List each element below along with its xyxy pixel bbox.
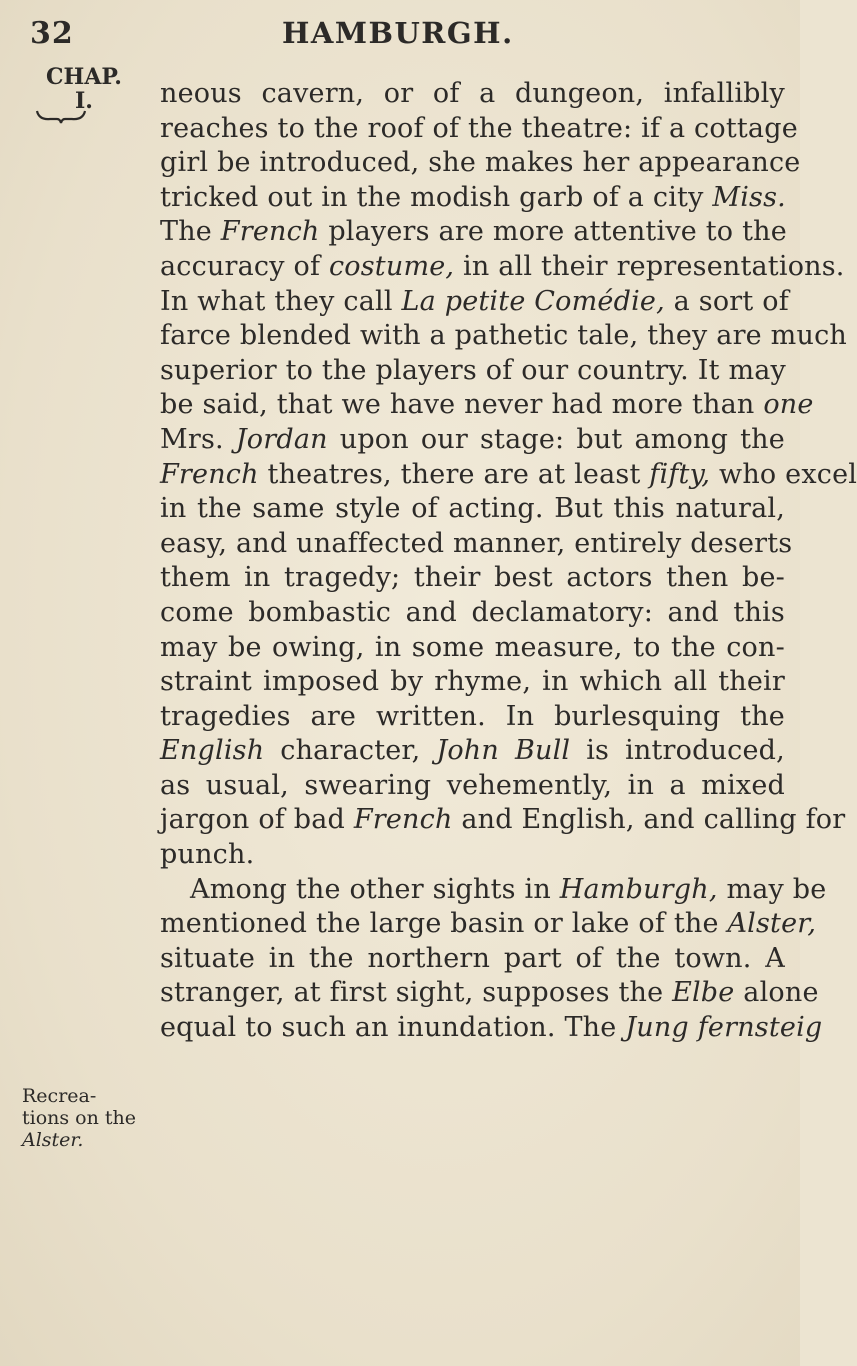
- running-head: HAMBURGH.: [282, 16, 514, 50]
- text-line: accuracy of costume, in all their representations.: [160, 250, 845, 282]
- text-line: be said, that we have never had more than one: [160, 389, 814, 421]
- chapter-sidenote: [24, 65, 144, 113]
- text-line: reaches to the roof of the theatre: if a cottage: [160, 112, 798, 144]
- text-line: superior to the players of our country. It may: [160, 354, 787, 386]
- text-line: situate in the northern part of the town. A: [160, 942, 785, 974]
- text-line: may be owing, in some measure, to the con-: [160, 631, 785, 663]
- margin-note: [22, 1085, 150, 1151]
- text-line: tragedies are written. In burlesquing the: [160, 700, 785, 732]
- body-text: [160, 77, 857, 1046]
- text-line: them in tragedy; their best actors then be-: [160, 562, 785, 594]
- text-line: tricked out in the modish garb of a city Miss.: [160, 181, 786, 213]
- text-line: equal to such an inundation. The Jung fernsteig: [160, 1012, 823, 1044]
- page-number: 32: [30, 16, 74, 51]
- text-line: girl be introduced, she makes her appearance: [160, 147, 801, 179]
- text-line: farce blended with a pathetic tale, they are much: [160, 320, 847, 352]
- text-line: come bombastic and declamatory: and this: [160, 596, 785, 628]
- text-line: In what they call La petite Comédie, a sort of: [160, 285, 789, 317]
- text-line: English character, John Bull is introduced,: [160, 735, 785, 767]
- margin-note-line: Recrea-: [22, 1085, 97, 1107]
- text-line: in the same style of acting. But this natural,: [160, 493, 785, 525]
- chapter-number: I.: [75, 88, 93, 114]
- chapter-label: CHAP.: [46, 64, 122, 90]
- text-line: neous cavern, or of a dungeon, infallibly: [160, 78, 785, 109]
- text-line: The French players are more attentive to the: [160, 216, 787, 248]
- text-line: Mrs. Jordan upon our stage: but among the: [160, 423, 785, 455]
- page-header: [0, 10, 800, 60]
- text-line: straint imposed by rhyme, in which all their: [160, 666, 785, 698]
- text-line: jargon of bad French and English, and calling for: [160, 804, 846, 836]
- text-line: easy, and unaffected manner, entirely deserts: [160, 527, 793, 559]
- text-line: stranger, at first sight, supposes the Elbe alone: [160, 977, 819, 1009]
- text-line: mentioned the large basin or lake of the Alster,: [160, 908, 817, 940]
- chapter-brace-icon: [36, 108, 86, 124]
- margin-note-line: tions on the: [22, 1107, 137, 1129]
- text-line: as usual, swearing vehemently, in a mixed: [160, 769, 785, 801]
- text-line: French theatres, there are at least fifty, who excel: [160, 458, 857, 490]
- text-line: Among the other sights in Hamburgh, may be: [190, 873, 827, 905]
- margin-note-line: Alster.: [22, 1129, 84, 1151]
- text-line: punch.: [160, 839, 255, 871]
